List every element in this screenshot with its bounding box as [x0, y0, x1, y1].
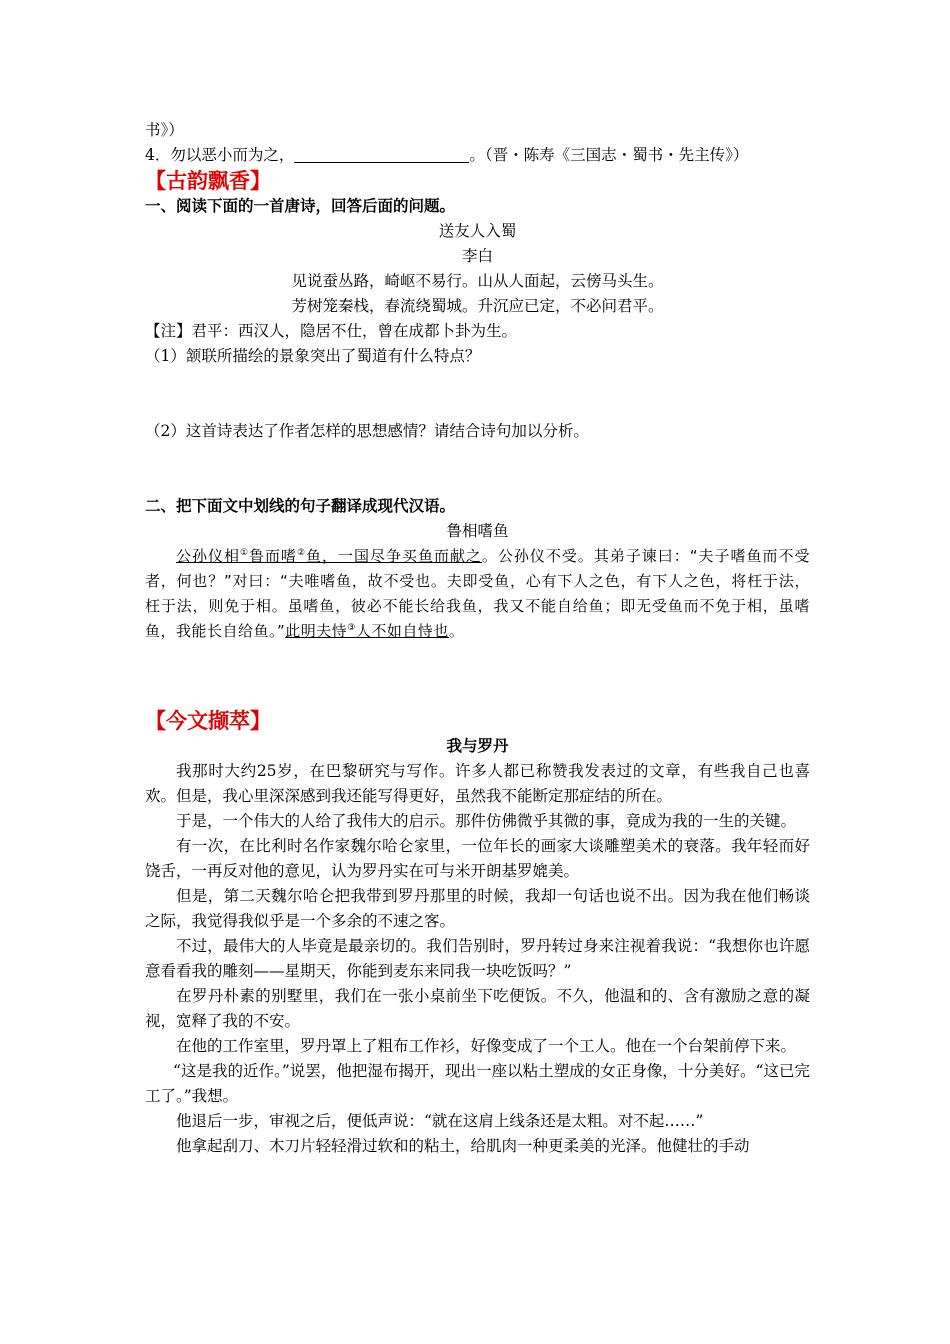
- poem-note: 【注】君平：西汉人，隐居不仕，曾在成都卜卦为生。: [145, 322, 518, 340]
- document-page: [145, 118, 810, 1159]
- article-paragraph: 他退后一步，审视之后，便低声说：“就在这肩上线条还是太粗。对不起……”: [176, 1112, 704, 1130]
- footnote-marker-1: ①: [239, 548, 250, 558]
- article-paragraph: 在罗丹朴素的别墅里，我们在一张小桌前坐下吃便饭。不久，他温和的、含有激励之意的凝视，宽释了我的不安。: [145, 987, 810, 1030]
- poem-line-1: 见说蚕丛路，崎岖不易行。山从人面起，云傍马头生。: [291, 272, 664, 290]
- article-paragraph: 不过，最伟大的人毕竟是最亲切的。我们告别时，罗丹转过身来注视着我说：“我想你也许愿意看看我的雕刻——星期天，你能到麦东来同我一块吃饭吗？”: [145, 937, 810, 980]
- text-title: 鲁相嗜鱼: [446, 522, 509, 540]
- article-title: 我与罗丹: [446, 737, 509, 755]
- task-2-heading: 二、把下面文中划线的句子翻译成现代汉语。: [145, 497, 456, 515]
- prev-question-tail: 书》）: [145, 121, 184, 139]
- article-body: [145, 759, 810, 1159]
- footnote-marker-2: ②: [296, 548, 307, 558]
- article-paragraph: 他拿起刮刀、木刀片轻轻滑过软和的粘土，给肌肉一种更柔美的光泽。他健壮的手动: [176, 1137, 750, 1155]
- answer-space-2: [145, 444, 810, 494]
- article-paragraph: 我那时大约25岁，在巴黎研究与写作。许多人都已称赞我发表过的文章，有些我自己也喜欢。但是，我心里深深感到我还能写得更好，虽然我不能断定那症结的所在。: [145, 762, 810, 805]
- article-paragraph: 有一次，在比利时名作家魏尔哈仑家里，一位年长的画家大谈雕塑美术的衰落。我年轻而好饶舌，一再反对他的意见，认为罗丹实在可与米开朗基罗媲美。: [145, 837, 810, 880]
- underlined-sentence-2: 此明夫恃③人不如自恃也: [285, 622, 449, 640]
- answer-space-1: [145, 369, 810, 419]
- passage-body: 。公孙仪不受。其弟子谏曰：“夫子嗜鱼而不受者，何也？”对曰：“夫唯嗜鱼，故不受也。夫即受鱼，心有下人之色，有下人之色，将枉于法，枉于法，则免于相。虽嗜鱼，彼必不能长给我鱼，我又不能自给鱼；即无受鱼而不免于相，虽嗜鱼，我能长自给鱼。”: [145, 547, 810, 640]
- question-4-number: 4．: [145, 146, 171, 164]
- poem-title: 送友人入蜀: [438, 222, 517, 240]
- question-4: [145, 143, 810, 168]
- question-2: （2）这首诗表达了作者怎样的思想感情？请结合诗句加以分析。: [145, 422, 589, 440]
- footnote-marker-3: ③: [347, 623, 356, 633]
- article-paragraph: 在他的工作室里，罗丹罩上了粗布工作衫，好像变成了一个工人。他在一个台架前停下来。: [176, 1037, 797, 1055]
- article-paragraph: 但是，第二天魏尔哈仑把我带到罗丹那里的时候，我却一句话也说不出。因为我在他们畅谈之际，我觉得我似乎是一个多余的不速之客。: [145, 887, 810, 930]
- answer-blank: [294, 146, 469, 163]
- question-1: （1）颔联所描绘的景象突出了蜀道有什么特点？: [145, 347, 481, 365]
- poem-line-2: 芳树笼秦栈，春流绕蜀城。升沉应已定，不必问君平。: [291, 297, 664, 315]
- underlined-sentence-1: 公孙仪相①鲁而嗜②鱼，一国尽争买鱼而献之: [176, 547, 482, 565]
- question-4-text: 勿以恶小而为之，: [170, 146, 295, 164]
- article-paragraph: 于是，一个伟大的人给了我伟大的启示。那件仿佛微乎其微的事，竟成为我的一生的关键。: [176, 812, 797, 830]
- section-title-classical: 【古韵飘香】: [145, 169, 271, 193]
- section-title-modern: 【今文撷萃】: [145, 709, 271, 733]
- poem-author: 李白: [461, 247, 493, 265]
- article-paragraph: “这是我的近作。”说罢，他把湿布揭开，现出一座以粘土塑成的女正身像，十分美好。“这已完工了。”我想。: [145, 1062, 810, 1105]
- task-1-heading: 一、阅读下面的一首唐诗，回答后面的问题。: [145, 197, 456, 215]
- classical-passage: 公孙仪相①鲁而嗜②鱼，一国尽争买鱼而献之。公孙仪不受。其弟子谏曰：“夫子嗜鱼而不受者，何也？”对曰：“夫唯嗜鱼，故不受也。夫即受鱼，心有下人之色，有下人之色，将枉于法，枉于法，则免于相。虽嗜鱼，彼必不能长给我鱼，我又不能自给鱼；即无受鱼而不免于相，虽嗜鱼，我能长自给鱼。”此明夫恃③人不如自恃也。: [145, 547, 810, 640]
- section-gap: [145, 644, 810, 708]
- question-4-source: 。（晋・陈寿《三国志・蜀书・先主传》）: [469, 146, 749, 164]
